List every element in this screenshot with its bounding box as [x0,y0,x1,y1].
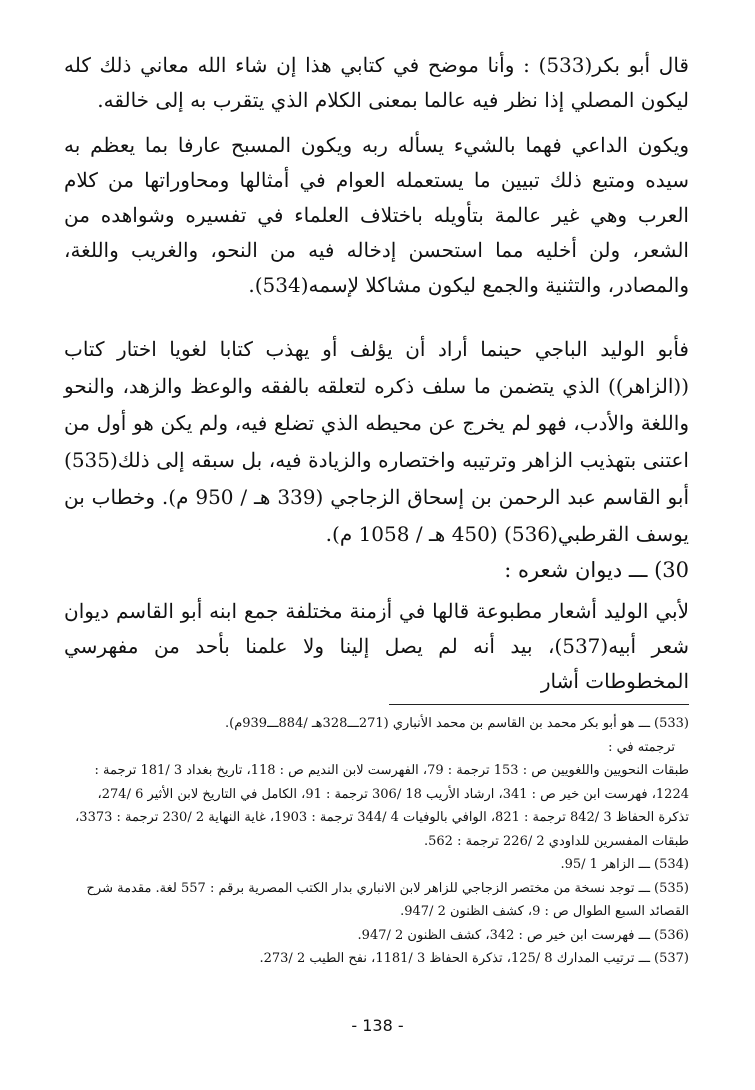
footnote-text: ـــ توجد نسخة من مختصر الزجاجي للزاهر لابن الانباري بدار الكتب المصرية برقم : 557 لغة. مقدمة شرح القصائد السبع الطوال ص : 9، كشف الظنون 2 /947. [86,880,689,919]
footnote-number: (535) [654,880,689,896]
footnote-text: طبقات النحويين واللغويين ص : 153 ترجمة : 79، الفهرست لابن النديم ص : 118، تاريخ بغداد 3 /181 ترجمة : 1224، فهرست ابن خير ص : 341، ارشاد الأريب 18 /306 ترجمة : 91، الكامل في التاريخ لابن الأثير 6 /274، تذكرة الحفاظ 3 /842 ترجمة : 821، الوافي بالوفيات 4 /344 ترجمة : 1903، غاية النهاية 2 /230 ترجمة : 3373، طبقات المفسرين للداودي 2 /226 ترجمة : 562. [75,763,689,849]
footnote-number: (533) [654,716,689,731]
paragraph-2: ويكون الداعي فهما بالشيء يسأله ربه ويكون المسبح عارفا بما يعظم به سيده ومتبع ذلك تبيين ما يستعمله العوام في أمثالها ومحاوراتها من كلام العرب وهي غير عالمة بتأويله باختلاف العلماء في تفسيره وشواهده من الشعر، ولن أخليه مما استحسن إدخاله فيه من النحو، والغريب واللغة، والمصادر، والتثنية والجمع ليكون مشاكلا لإسمه(534). [64,133,689,297]
page-number: - 138 - [351,1016,404,1035]
footnote-533-sources [64,759,689,853]
paragraph-3: فأبو الوليد الباجي حينما أراد أن يؤلف أو يهذب كتابا لغويا اختار كتاب ((الزاهر)) الذي يتضمن ما سلف ذكره لتعلقه بالفقه والوعظ والزهد، والنحو واللغة والأدب، فهو لم يخرج عن محيطه الذي تضلع فيه، ولم يكن هو أول من اعتنى بتهذيب الزاهر وترتيبه واختصاره والزيادة فيه، بل سبقه إلى ذلك(535) أبو القاسم عبد الرحمن بن إسحاق الزجاجي (339 هـ / 950 م). وخطاب بن يوسف القرطبي(536) (450 هـ / 1058 م). [64,337,689,546]
footnote-text: ـــ ترتيب المدارك 8 /125، تذكرة الحفاظ 3 /1181، نفح الطيب 2 /273. [259,951,651,966]
footnote-text: ـــ الزاهر 1 /95. [560,857,651,872]
footnotes [64,712,689,971]
footnote-534 [64,853,689,877]
footnote-533 [64,712,689,736]
footnote-number: (536) [654,927,689,943]
footnote-537 [64,947,689,971]
footnote-number: (537) [654,951,689,966]
footnote-533-heading [64,736,689,760]
section-heading: 30) ـــ ديوان شعره : [504,558,689,582]
paragraph-1: قال أبو بكر(533) : وأنا موضح في كتابي هذا إن شاء الله معاني ذلك كله ليكون المصلي إذا نظر فيه عالما بمعنى الكلام الذي يتقرب به إلى خالقه. [64,53,689,112]
footnote-text: ـــ هو أبو بكر محمد بن القاسم بن محمد الأنباري (271ـــ328هـ /884ـــ939م). [225,716,651,731]
footnote-text: ترجمته في : [608,739,675,755]
paragraph-4: لأبي الوليد أشعار مطبوعة قالها في أزمنة مختلفة جمع ابنه أبو القاسم ديوان شعر أبيه(537)، بيد أنه لم يصل إلينا ولا علمنا بأحد من مفهرسي المخطوطات أشار [64,599,689,693]
footnote-536 [64,924,689,948]
footnote-divider [389,704,689,705]
footnote-number: (534) [654,857,689,872]
footnote-text: ـــ فهرست ابن خير ص : 342، كشف الظنون 2 /947. [357,927,651,943]
footnote-535 [64,877,689,924]
main-text [64,48,689,699]
